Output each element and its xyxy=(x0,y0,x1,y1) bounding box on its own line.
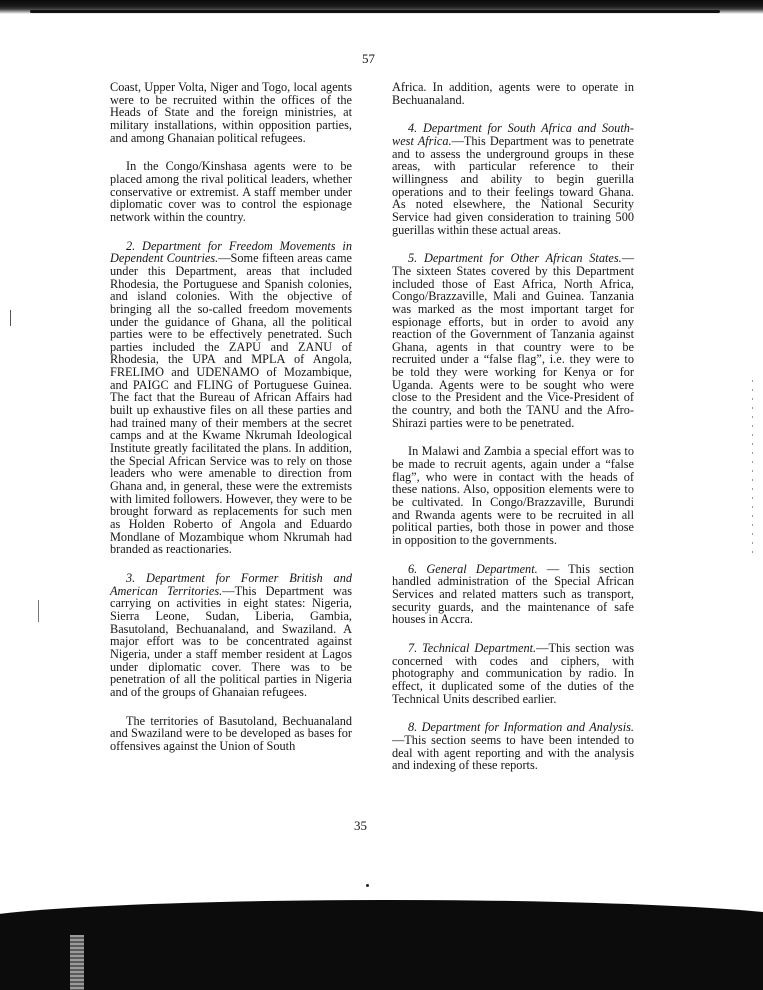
section-body: —This section was concerned with codes and ciphers, with photography and communication by radio. In effect, it duplicated some of the duties of the Technical Units described earlier. xyxy=(392,640,634,706)
paragraph: In the Congo/Kinshasa agents were to be placed among the rival political leaders, whether conservative or extremist. A staff member under diplomatic cover was to control the espionage network within the country. xyxy=(110,159,352,224)
scan-top-edge xyxy=(30,10,720,13)
margin-mark xyxy=(10,310,11,326)
paragraph xyxy=(392,122,634,236)
section-heading: 5. Department for Other African States. xyxy=(408,251,622,266)
section-heading: 6. General Department. xyxy=(408,561,538,576)
binding-strip xyxy=(70,935,84,990)
section-body: —The sixteen States covered by this Department included those of East Africa, North Africa, Congo/Brazzaville, Mali and Guinea. Tanzania was marked as the most important target for espionage efforts, but in order to avoid any reaction of the Government of Tanzania against Ghana, agents in that country were to be recruited under a “false flag”, i.e. they were to be told they were working for Kenya or for Uganda. Agents were to be sought who were close to the President and the Vice-President of the country, and both the TANU and the Afro-Shirazi parties were to be penetrated. xyxy=(392,251,634,430)
paragraph xyxy=(392,563,634,626)
scan-bottom-border xyxy=(0,918,763,990)
paragraph xyxy=(110,572,352,699)
paragraph xyxy=(392,721,634,772)
section-body: —This Department was to penetrate and to assess the underground groups in these areas, with particular reference to their willingness and ability to begin guerilla operations and to their feelings toward Ghana. As noted elsewhere, the National Security Service had given consideration to training 500 guerillas within these actual areas. xyxy=(392,133,634,237)
section-body: —This Department was carrying on activities in eight states: Nigeria, Sierra Leone, Sudan, Liberia, Gambia, Basutoland, Bechuanaland, and Swaziland. A major effort was to be concentrated against Nigeria, under a staff member resident at Lagos under diplomatic cover. There was to be penetration of all the political parties in Nigeria and of the groups of Ghanaian refugees. xyxy=(110,583,353,699)
paragraph: The territories of Basutoland, Bechuanaland and Swaziland were to be developed as bases for offensives against the Union of South xyxy=(110,713,352,753)
paragraph xyxy=(392,642,634,705)
section-heading: 2. Department for Freedom Movements in Dependent Countries. xyxy=(110,238,352,266)
left-column xyxy=(110,81,352,769)
section-heading: 3. Department for Former British and American Territories. xyxy=(110,570,352,598)
section-heading: 7. Technical Department. xyxy=(408,640,537,655)
paragraph: Coast, Upper Volta, Niger and Togo, local agents were to be recruited within the offices of the Heads of State and the foreign ministries, at military installations, within opposition parties, and among Ghanaian political refugees. xyxy=(110,80,352,145)
paragraph xyxy=(392,252,634,429)
right-column xyxy=(392,81,634,788)
margin-mark xyxy=(38,600,39,622)
section-body: — This section handled administration of the Special African Services and related matters such as transport, security guards, and the maintenance of safe houses in Accra. xyxy=(392,561,634,627)
section-heading: 4. Department for South Africa and South-west Africa. xyxy=(392,121,634,148)
paragraph xyxy=(110,240,352,556)
section-body: —Some fifteen areas came under this Department, areas that included Rhodesia, the Portuguese and Spanish colonies, and island colonies. With the objective of bringing all the so-called freedom movements under the guidance of Ghana, all the political parties were to be effectively penetrated. Such parties included the ZAPU and ZANU of Rhodesia, the UPA and MPLA of Angola, FRELIMO and UDENAMO of Mozambique, and PAIGC and FLING of Portuguese Guinea. The fact that the Bureau of African Affairs had built up exhaustive files on all these parties and had trained many of their members at the secret camps and at the Kwame Nkrumah Ideological Institute greatly facilitated the plans. In addition, the Special African Service was to rely on those leaders who were amenable to direction from Ghana and, in general, these were the extremists with limited followers. However, they were to be brought forward as replacements for such men as Holden Roberto of Angola and Eduardo Mondlane of Mozambique whom Nkrumah had branded as reactionaries. xyxy=(110,251,352,557)
paragraph: Africa. In addition, agents were to operate in Bechuanaland. xyxy=(392,80,634,107)
section-body: —This section seems to have been intended to deal with agent reporting and with the analysis and indexing of these reports. xyxy=(392,732,634,773)
page-number-bottom: 35 xyxy=(354,818,367,833)
section-heading: 8. Department for Information and Analysis. xyxy=(408,720,634,735)
paragraph: In Malawi and Zambia a special effort was to be made to recruit agents, again under a “false flag”, who were in contact with the heads of these nations. Also, opposition elements were to be cultivated. In Congo/Brazzaville, Burundi and Rwanda agents were to be recruited in all political parties, both those in power and those in opposition to the governments. xyxy=(392,444,634,547)
speck xyxy=(366,884,369,887)
page-number-top: 57 xyxy=(362,51,375,66)
margin-dots xyxy=(752,380,753,560)
